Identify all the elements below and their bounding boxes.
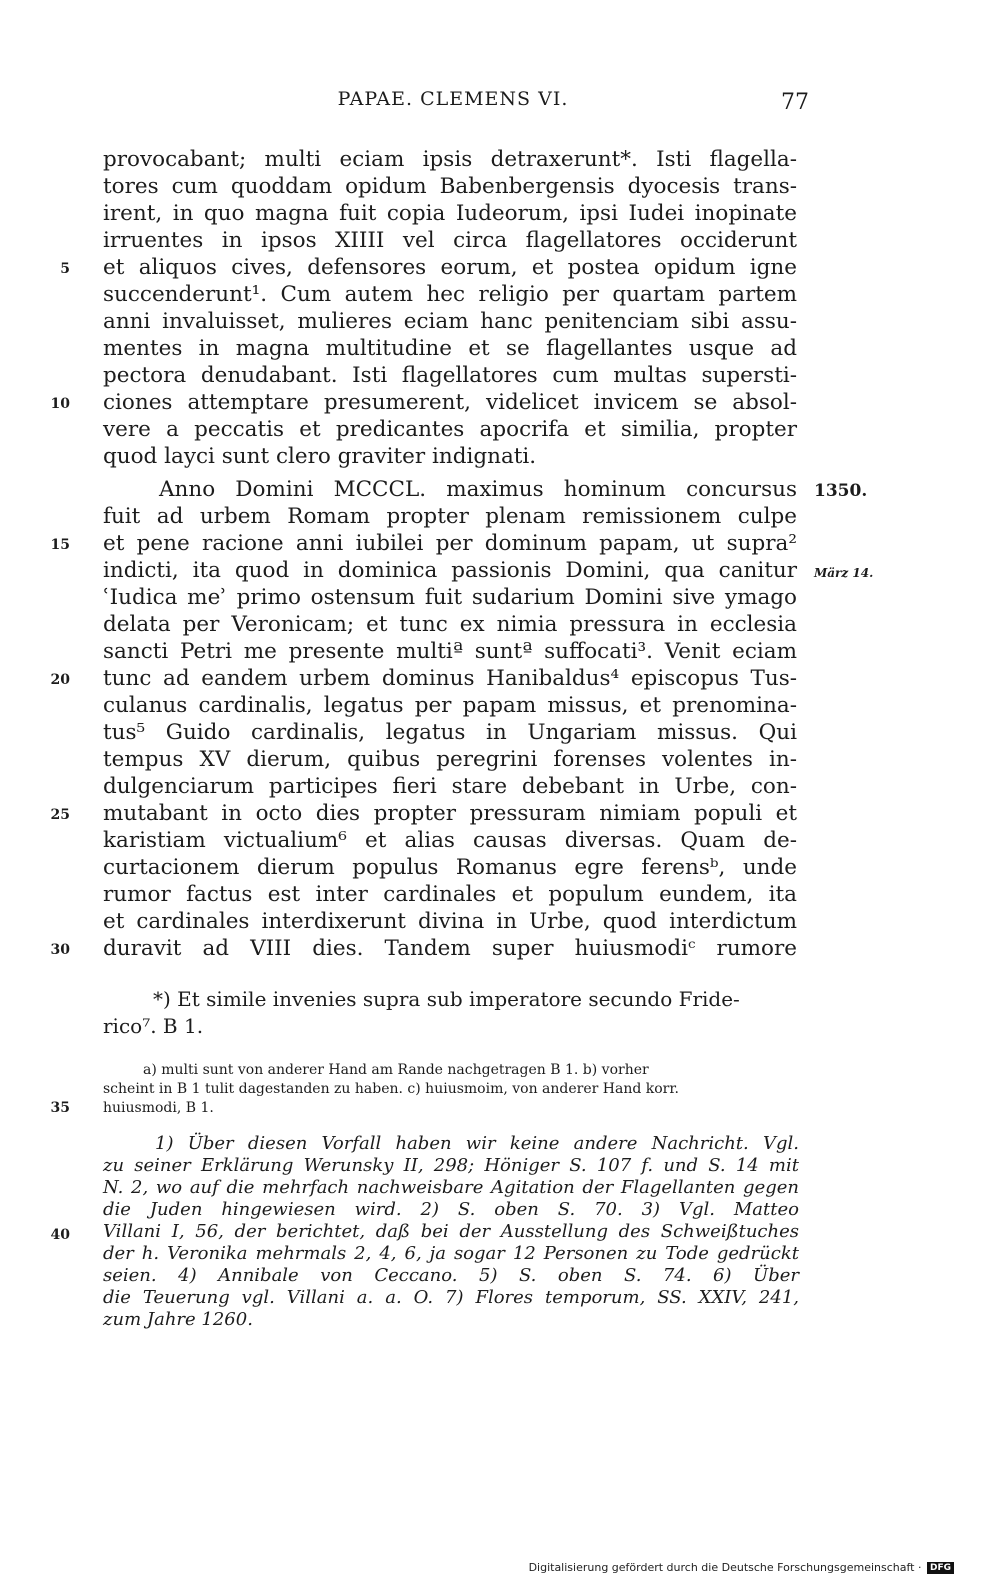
text-line: provocabant; multi eciam ipsis detraxerunt*. Isti flagella- (103, 147, 797, 172)
text-line: succenderunt¹. Cum autem hec religio per quartam partem (103, 282, 797, 307)
line-number: 20 (50, 672, 70, 688)
variant-note: a) multi sunt von anderer Hand am Rande nachgetragen B 1. b) vorher (143, 1062, 649, 1078)
text-line: fuit ad urbem Romam propter plenam remissionem culpe (103, 504, 797, 529)
footnote-line: 1) Über diesen Vorfall haben wir keine andere Nachricht. Vgl. (155, 1133, 799, 1154)
text-line: tempus XV dierum, quibus peregrini forenses volentes in- (103, 747, 797, 772)
text-line: tunc ad eandem urbem dominus Hanibaldus⁴ episcopus Tus- (103, 666, 797, 691)
text-line: duravit ad VIII dies. Tandem super huiusmodiᶜ rumore (103, 936, 797, 961)
page-number: 77 (781, 90, 809, 115)
running-title: PAPAE. CLEMENS VI. (337, 88, 569, 110)
text-line: ʿIudica meʾ primo ostensum fuit sudarium Domini sive ymago (103, 585, 797, 610)
footnote-line: zu seiner Erklärung Werunsky II, 298; Höniger S. 107 f. und S. 14 mit (103, 1155, 799, 1176)
text-line: et cardinales interdixerunt divina in Urbe, quod interdictum (103, 909, 797, 934)
text-line: irruentes in ipsos XIIII vel circa flagellatores occiderunt (103, 228, 797, 253)
text-line: mutabant in octo dies propter pressuram nimiam populi et (103, 801, 797, 826)
text-line: et pene racione anni iubilei per dominum papam, ut supra² (103, 531, 797, 556)
footnote-line: der h. Veronika mehrmals 2, 4, 6, ja sogar 12 Personen zu Tode gedrückt (103, 1243, 799, 1264)
text-line: delata per Veronicam; et tunc ex nimia pressura in ecclesia (103, 612, 797, 637)
line-number: 10 (50, 396, 70, 412)
text-line: rumor factus est inter cardinales et populum eundem, ita (103, 882, 797, 907)
footnote-line: die Juden hingewiesen wird. 2) S. oben S. 70. 3) Vgl. Matteo (103, 1199, 799, 1220)
star-footnote: rico⁷. B 1. (103, 1014, 204, 1038)
text-line: pectora denudabant. Isti flagellatores cum multas supersti- (103, 363, 797, 388)
footnote-line: seien. 4) Annibale von Ceccano. 5) S. oben S. 74. 6) Über (103, 1265, 799, 1286)
line-number: 35 (50, 1100, 70, 1116)
footnote-line: zum Jahre 1260. (103, 1309, 253, 1330)
text-line: irent, in quo magna fuit copia Iudeorum, ipsi Iudei inopinate (103, 201, 797, 226)
line-number: 25 (50, 807, 70, 823)
footnote-line: die Teuerung vgl. Villani a. a. O. 7) Flores temporum, SS. XXIV, 241, (103, 1287, 799, 1308)
digitization-credit (529, 1561, 954, 1574)
text-line: mentes in magna multitudine et se flagellantes usque ad (103, 336, 797, 361)
text-line: quod layci sunt clero graviter indignati. (103, 444, 537, 469)
text-line: tores cum quoddam opidum Babenbergensis dyocesis trans- (103, 174, 797, 199)
footnote-line: Villani I, 56, der berichtet, daß bei der Ausstellung des Schweißtuches (103, 1221, 799, 1242)
text-line: ciones attemptare presumerent, videlicet invicem se absol- (103, 390, 797, 415)
text-line: dulgenciarum participes fieri stare debebant in Urbe, con- (103, 774, 797, 799)
line-number: 30 (50, 942, 70, 958)
text-line: indicti, ita quod in dominica passionis Domini, qua canitur (103, 558, 797, 583)
footnote-line: N. 2, wo auf die mehrfach nachweisbare Agitation der Flagellanten gegen (103, 1177, 799, 1198)
text-line: et aliquos cives, defensores eorum, et postea opidum igne (103, 255, 797, 280)
text-line: vere a peccatis et predicantes apocrifa et similia, propter (103, 417, 797, 442)
line-number: 40 (50, 1227, 70, 1243)
margin-date: März 14. (814, 566, 874, 580)
text-line: curtacionem dierum populus Romanus egre ferensᵇ, unde (103, 855, 797, 880)
margin-year: 1350. (814, 481, 868, 501)
variant-note: huiusmodi, B 1. (103, 1100, 214, 1116)
text-line: karistiam victualium⁶ et alias causas diversas. Quam de- (103, 828, 797, 853)
star-footnote: *) Et simile invenies supra sub imperatore secundo Fride- (153, 987, 740, 1011)
dfg-logo: DFG (927, 1562, 954, 1574)
line-number: 5 (60, 261, 70, 277)
credit-text: Digitalisierung gefördert durch die Deutsche Forschungsgemeinschaft · (528, 1561, 922, 1574)
text-line: tus⁵ Guido cardinalis, legatus in Ungariam missus. Qui (103, 720, 797, 745)
text-line: culanus cardinalis, legatus per papam missus, et prenomina- (103, 693, 797, 718)
text-line: anni invaluisset, mulieres eciam hanc penitenciam sibi assu- (103, 309, 797, 334)
text-line: sancti Petri me presente multiª suntª suffocati³. Venit eciam (103, 639, 797, 664)
text-line: Anno Domini MCCCL. maximus hominum concursus (159, 477, 797, 502)
variant-note: scheint in B 1 tulit dagestanden zu haben. c) huiusmoim, von anderer Hand korr. (103, 1081, 679, 1097)
line-number: 15 (50, 537, 70, 553)
running-header (103, 88, 809, 122)
